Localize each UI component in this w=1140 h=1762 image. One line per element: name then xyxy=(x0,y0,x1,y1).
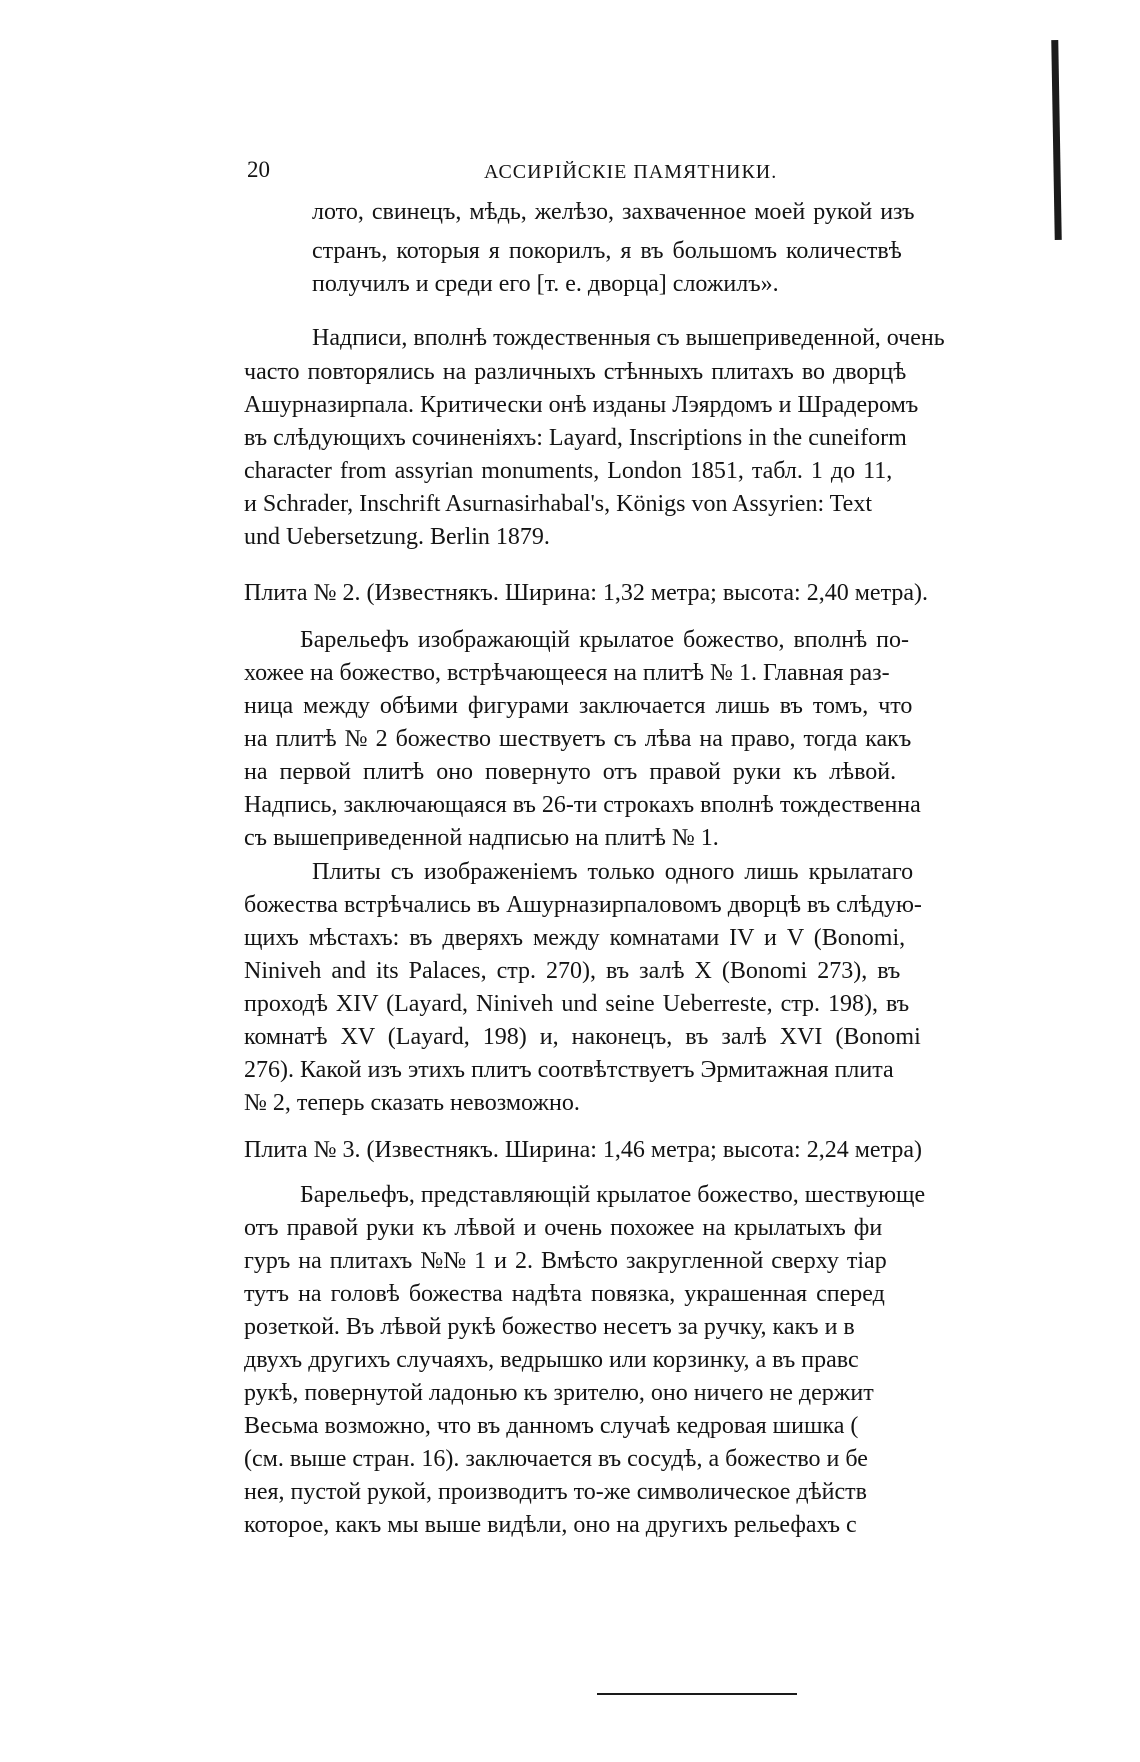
page-number: 20 xyxy=(247,157,270,182)
text-line: character from assyrian monuments, London 1851, табл. 1 до 11, xyxy=(244,458,893,484)
text-line: № 2, теперь сказать невозможно. xyxy=(244,1090,580,1116)
text-line: Niniveh and its Palaces, стр. 270), въ залѣ X (Bonomi 273), въ xyxy=(244,958,901,984)
text-line: двухъ другихъ случаяхъ, ведрышко или корзинку, а въ правс xyxy=(244,1347,859,1373)
text-line: и Schrader, Inschrift Asurnasirhabal's, Königs von Assyrien: Text xyxy=(244,491,872,517)
text-line: щихъ мѣстахъ: въ дверяхъ между комнатами IV и V (Bonomi, xyxy=(244,925,906,951)
running-title: АССИРІЙСКІЕ ПАМЯТНИКИ. xyxy=(484,161,778,183)
text-line: (см. выше стран. 16). заключается въ сосудѣ, а божество и бе xyxy=(244,1446,868,1472)
text-line: въ слѣдующихъ сочиненіяхъ: Layard, Inscriptions in the cuneiform xyxy=(244,425,907,451)
text-line: часто повторялись на различныхъ стѣнныхъ плитахъ во дворцѣ xyxy=(244,359,907,385)
text-line: und Uebersetzung. Berlin 1879. xyxy=(244,524,550,550)
text-line: тутъ на головѣ божества надѣта повязка, украшенная сперед xyxy=(244,1281,885,1307)
text-line: Барельефъ, представляющій крылатое божество, шествующе xyxy=(300,1182,926,1208)
section-heading-plate-2: Плита № 2. (Известнякъ. Ширина: 1,32 метра; высота: 2,40 метра). xyxy=(244,580,928,606)
text-line: божества встрѣчались въ Ашурназирпаловомъ дворцѣ въ слѣдую- xyxy=(244,892,922,918)
text-line: хожее на божество, встрѣчающееся на плитѣ № 1. Главная раз- xyxy=(244,660,890,686)
text-line: нея, пустой рукой, производитъ то-же символическое дѣйств xyxy=(244,1479,867,1505)
text-line: Весьма возможно, что въ данномъ случаѣ кедровая шишка ( xyxy=(244,1413,859,1439)
text-line: которое, какъ мы выше видѣли, оно на другихъ рельефахъ с xyxy=(244,1512,857,1538)
text-line: Барельефъ изображающій крылатое божество, вполнѣ по- xyxy=(300,627,910,653)
text-line: странъ, которыя я покорилъ, я въ большомъ количествѣ xyxy=(312,238,902,264)
scan-divider xyxy=(597,1693,797,1695)
scan-edge-mark xyxy=(1051,40,1061,240)
text-line: розеткой. Въ лѣвой рукѣ божество несетъ за ручку, какъ и в xyxy=(244,1314,855,1340)
text-line: отъ правой руки къ лѣвой и очень похожее на крылатыхъ фи xyxy=(244,1215,883,1241)
text-line: гуръ на плитахъ №№ 1 и 2. Вмѣсто закругленной сверху тіар xyxy=(244,1248,887,1274)
text-line: Ашурназирпала. Критически онѣ изданы Лэярдомъ и Шрадеромъ xyxy=(244,392,919,418)
section-heading-plate-3: Плита № 3. (Известнякъ. Ширина: 1,46 метра; высота: 2,24 метра) xyxy=(244,1137,922,1163)
text-line: 276). Какой изъ этихъ плитъ соотвѣтствуетъ Эрмитажная плита xyxy=(244,1057,894,1083)
text-line: ница между обѣими фигурами заключается лишь въ томъ, что xyxy=(244,693,913,719)
text-line: Надпись, заключающаяся въ 26-ти строкахъ вполнѣ тождественна xyxy=(244,792,921,818)
text-line: лото, свинецъ, мѣдь, желѣзо, захваченное моей рукой изъ xyxy=(312,199,915,225)
text-line: получилъ и среди его [т. е. дворца] сложилъ». xyxy=(312,271,779,297)
text-line: Надписи, вполнѣ тождественныя съ вышеприведенной, очень xyxy=(312,325,945,351)
text-line: рукѣ, повернутой ладонью къ зрителю, оно ничего не держит xyxy=(244,1380,874,1406)
text-line: на первой плитѣ оно повернуто отъ правой руки къ лѣвой. xyxy=(244,759,897,785)
text-line: на плитѣ № 2 божество шествуетъ съ лѣва на право, тогда какъ xyxy=(244,726,912,752)
text-line: Плиты съ изображеніемъ только одного лишь крылатаго xyxy=(312,859,914,885)
text-line: съ вышеприведенной надписью на плитѣ № 1. xyxy=(244,825,719,851)
text-line: проходѣ XIV (Layard, Niniveh und seine Ueberreste, стр. 198), въ xyxy=(244,991,910,1017)
text-line: комнатѣ XV (Layard, 198) и, наконецъ, въ залѣ XVI (Bonomi xyxy=(244,1024,921,1050)
